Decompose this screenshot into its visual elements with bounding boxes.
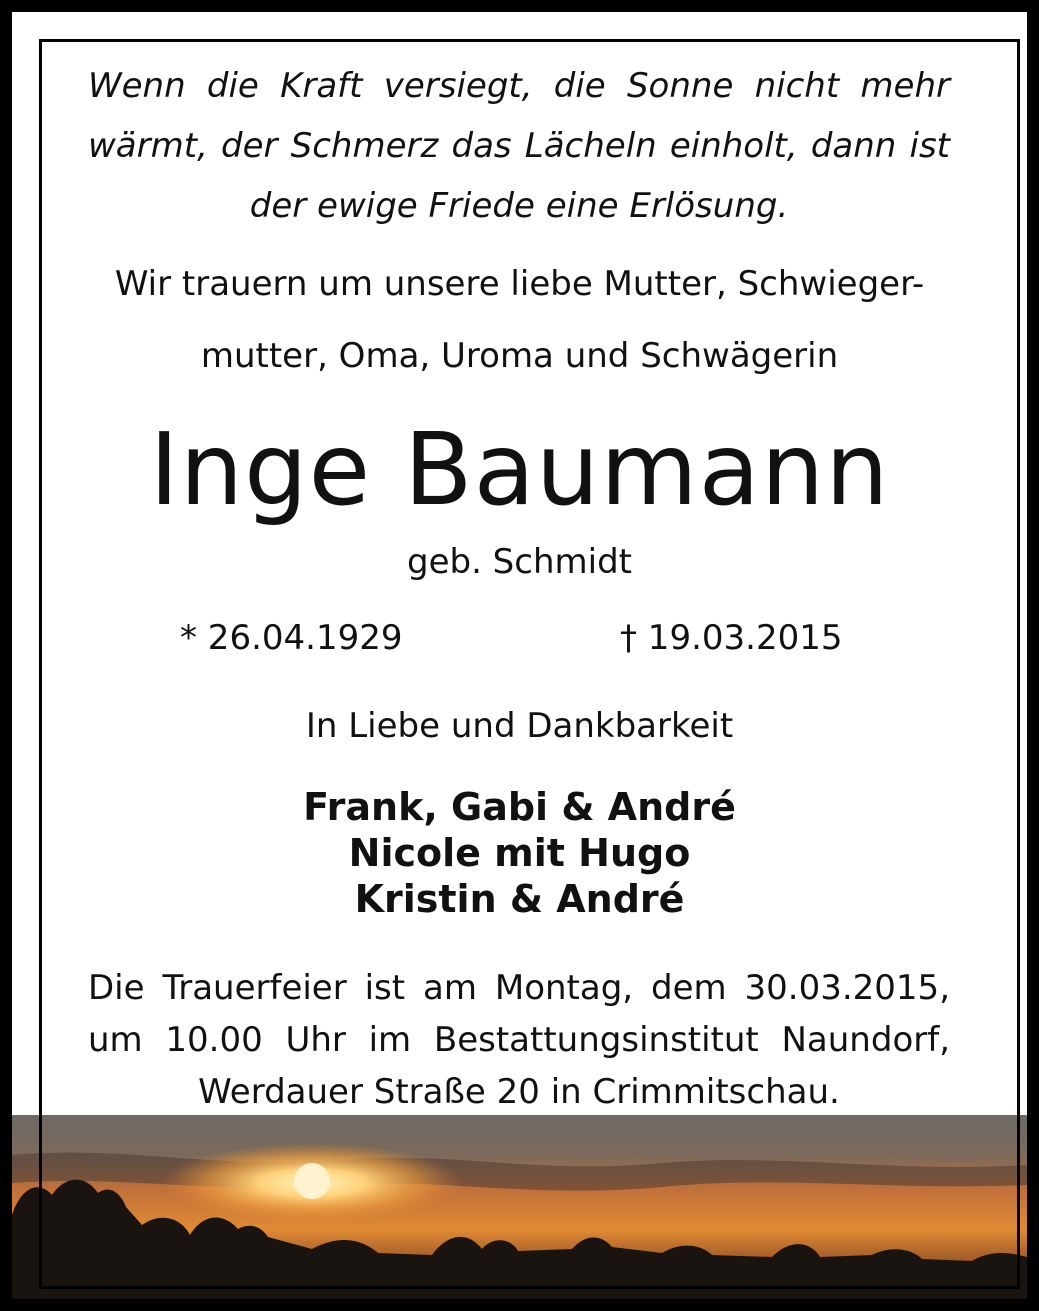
mourning-intro <box>12 248 1027 392</box>
mourning-intro-line-2: mutter, Oma, Uroma und Schwägerin <box>200 336 839 376</box>
mourner-line: Kristin & André <box>354 877 685 921</box>
maiden-name: geb. Schmidt <box>406 542 632 582</box>
mourner-line: Nicole mit Hugo <box>348 831 691 875</box>
mourner-line: Frank, Gabi & André <box>303 785 736 829</box>
funeral-notice: Die Trauerfeier ist am Montag, dem 30.03.2015, um 10.00 Uhr im Bestattungsinstitut Naundorf, Werdauer Straße 20 in Crimmitschau. <box>88 968 950 1112</box>
obituary-frame <box>12 12 1027 1299</box>
mourners-list <box>12 784 1027 922</box>
sunset-photo <box>12 1115 1027 1299</box>
death-date: † 19.03.2015 <box>620 618 843 658</box>
mourning-intro-line-1: Wir trauern um unsere liebe Mutter, Schwieger- <box>114 264 925 304</box>
birth-date: * 26.04.1929 <box>180 618 403 658</box>
closing-phrase: In Liebe und Dankbarkeit <box>305 706 734 746</box>
deceased-name: Inge Baumann <box>149 411 890 528</box>
memorial-poem: Wenn die Kraft versiegt, die Sonne nicht mehr wärmt, der Schmerz das Lächeln einholt, dann ist der ewige Friede eine Erlösung. <box>88 66 950 226</box>
